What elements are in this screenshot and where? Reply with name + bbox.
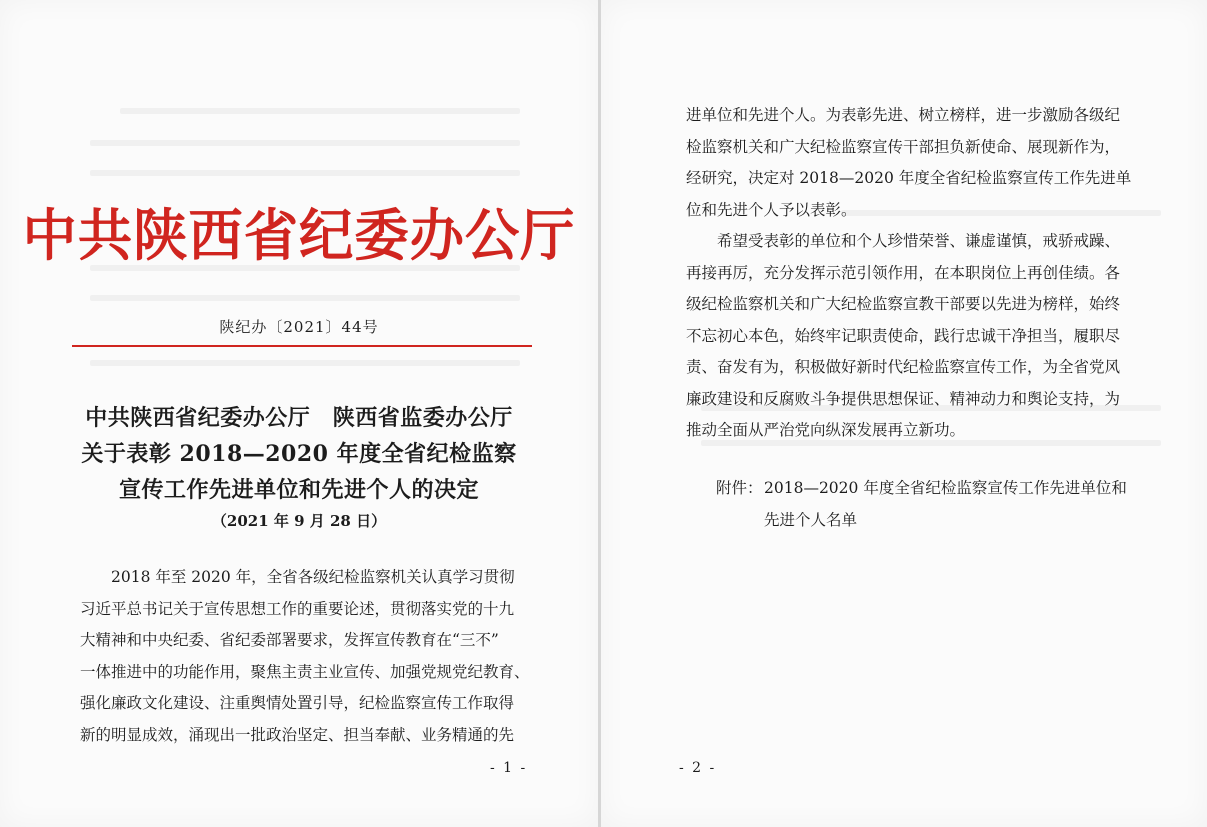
letterhead-title: 中共陕西省纪委办公厅 — [22, 204, 576, 269]
page-2 — [601, 0, 1207, 827]
body-line: 强化廉政文化建设、注重舆情处置引导，纪检监察宣传工作取得 — [80, 694, 515, 712]
body-line: 位和先进个人予以表彰。 — [686, 200, 857, 219]
bleed-through-line — [90, 295, 520, 301]
page-number: - 2 - — [679, 760, 717, 776]
body-line: 廉政建设和反腐败斗争提供思想保证、精神动力和舆论支持，为 — [686, 389, 1121, 408]
page-1 — [0, 0, 598, 827]
body-line: 经研究，决定对 2018—2020 年度全省纪检监察宣传工作先进单 — [686, 169, 1132, 187]
page-number: - 1 - — [490, 760, 528, 776]
red-divider-line — [72, 345, 532, 347]
body-line: 希望受表彰的单位和个人珍惜荣誉、谦虚谨慎，戒骄戒躁、 — [686, 232, 1121, 250]
bleed-through-line — [120, 108, 520, 114]
attachment-note — [716, 473, 1127, 536]
body-line: 2018 年至 2020 年，全省各级纪检监察机关认真学习贯彻 — [80, 568, 515, 586]
title-line: 宣传工作先进单位和先进个人的决定 — [118, 477, 479, 503]
body-line: 检监察机关和广大纪检监察宣传干部担负新使命、展现新作为， — [686, 137, 1121, 156]
body-line: 大精神和中央纪委、省纪委部署要求，发挥宣传教育在“三不” — [80, 631, 499, 649]
bleed-through-line — [90, 140, 520, 146]
document-number: 陕纪办〔2021〕44号 — [219, 318, 379, 336]
bleed-through-line — [90, 360, 520, 366]
body-line: 新的明显成效，涌现出一批政治坚定、担当奉献、业务精通的先 — [80, 725, 515, 744]
body-text — [80, 562, 535, 751]
bleed-through-line — [90, 170, 520, 176]
title-line: 关于表彰 2018—2020 年度全省纪检监察 — [81, 441, 517, 467]
attachment-line: 2018—2020 年度全省纪检监察宣传工作先进单位和 — [764, 479, 1127, 497]
body-line: 再接再厉，充分发挥示范引领作用，在本职岗位上再创佳绩。各 — [686, 263, 1121, 282]
body-line: 习近平总书记关于宣传思想工作的重要论述，贯彻落实党的十九 — [80, 599, 515, 618]
body-line: 推动全面从严治党向纵深发展再立新功。 — [686, 421, 966, 439]
document-date: （2021 年 9 月 28 日） — [211, 512, 387, 530]
body-text — [686, 100, 1146, 447]
body-line: 进单位和先进个人。为表彰先进、树立榜样，进一步激励各级纪 — [686, 106, 1121, 124]
title-line: 中共陕西省纪委办公厅 陕西省监委办公厅 — [85, 405, 513, 431]
body-line: 一体推进中的功能作用，聚焦主责主业宣传、加强党规党纪教育、 — [80, 662, 530, 681]
body-line: 责、奋发有为，积极做好新时代纪检监察宣传工作，为全省党风 — [686, 358, 1121, 376]
body-line: 不忘初心本色，始终牢记职责使命，践行忠诚干净担当，履职尽 — [686, 326, 1121, 345]
document-title — [0, 400, 598, 508]
attachment-line: 先进个人名单 — [764, 510, 858, 529]
body-line: 级纪检监察机关和广大纪检监察宣教干部要以先进为榜样，始终 — [686, 295, 1121, 313]
attachment-label: 附件： — [716, 479, 763, 497]
